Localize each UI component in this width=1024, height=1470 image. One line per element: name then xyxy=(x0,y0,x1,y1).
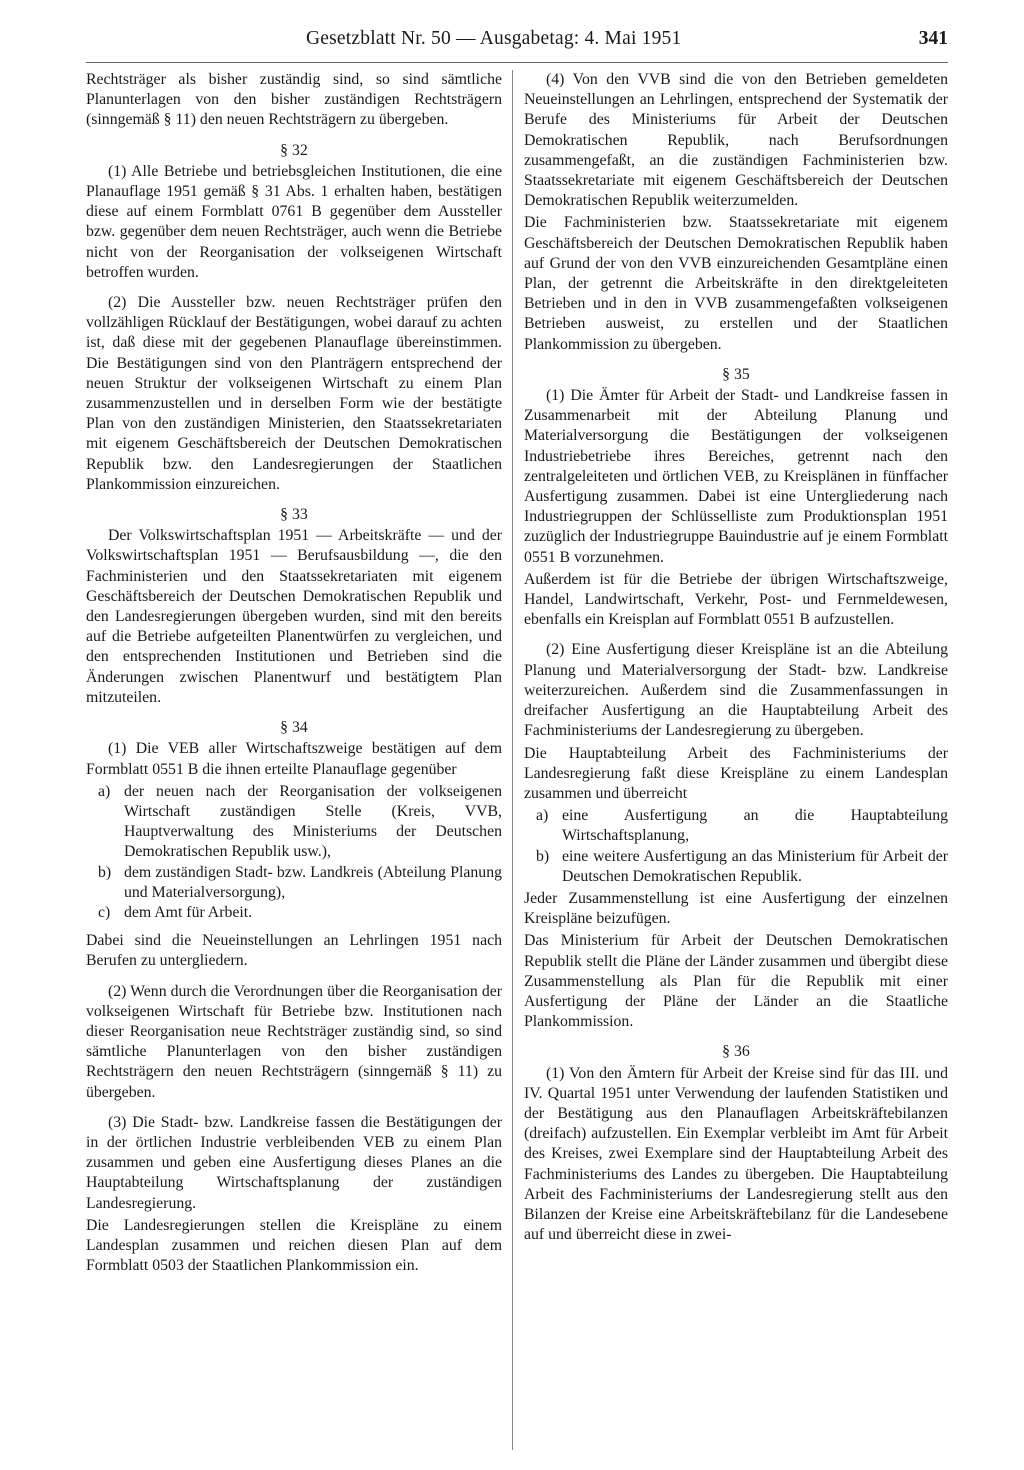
paragraph-33-1: Der Volkswirtschaftsplan 1951 — Arbeitskräfte — und der Volkswirtschaftsplan 1951 — Berufsausbildung —, die den Fachministerien und den Staatssekretariaten mit eigenem Geschäftsbereich der Deutschen Demokratischen Republik und den Landesregierungen übergeben wurden, sind mit den bereits auf die Betriebe aufgeteilten Planentwürfen zu vergleichen, und den entsprechenden Institutionen und Betrieben sind die Änderungen zwischen Planentwurf und bestätigtem Plan mitzuteilen. xyxy=(86,527,502,706)
paragraph-34-4: (4) Von den VVB sind die von den Betrieben gemeldeten Neueinstellungen an Lehrlingen, entsprechend der Systematik der Berufe des Ministeriums für Arbeit der Deutschen Demokratischen Republik, nach Berufsordnungen zusammengefaßt, an die zuständigen Fachministerien bzw. Staatssekretariate mit eigenem Geschäftsbereich der Deutschen Demokratischen Republik weiterzumelden. xyxy=(524,71,948,210)
paragraph-35-2b: Die Hauptabteilung Arbeit des Fachministeriums der Landesregierung faßt diese Kreispläne zu einem Landesplan zusammen und überreicht xyxy=(524,744,948,802)
paragraph-34-1: (1) Die VEB aller Wirtschaftszweige bestätigen auf dem Formblatt 0551 B die ihnen erteilte Planauflage gegenüber xyxy=(86,740,502,778)
list-item-label: c) xyxy=(98,903,111,921)
list-item xyxy=(86,903,502,923)
page-header xyxy=(86,28,948,60)
list-34 xyxy=(86,782,502,923)
section-heading-32: § 32 xyxy=(280,141,308,159)
paragraph-35-1b: Außerdem ist für die Betriebe der übrigen Wirtschaftszweige, Handel, Landwirtschaft, Verkehr, Post- und Fernmeldewesen, ebenfalls ein Kreisplan auf Formblatt 0551 B aufzustellen. xyxy=(524,570,948,629)
list-item-text: der neuen nach der Reorganisation der volkseigenen Wirtschaft zuständigen Stelle (Kreis, VVB, Hauptverwaltung des Ministeriums der Deutschen Demokratischen Republik usw.), xyxy=(124,782,502,861)
list-item xyxy=(524,847,948,887)
list-item-label: b) xyxy=(98,863,112,881)
paragraph-35-1: (1) Die Ämter für Arbeit der Stadt- und Landkreise fassen in Zusammenarbeit mit der Abteilung Planung und Materialversorgung die Bestätigungen der volkseigenen Industriebetriebe ihres Bereiches, getrennt nach den zentralgeleiteten und örtlichen VEB, zu Kreisplänen in fünffacher Ausfertigung zusammen. Dabei ist eine Untergliederung nach Industriegruppen der Schlüsselliste zum Produktionsplan 1951 zuzüglich der Industriegruppe Bauindustrie auf je einem Formblatt 0551 B vorzunehmen. xyxy=(524,387,948,566)
section-heading-33: § 33 xyxy=(280,506,308,524)
header-rule xyxy=(86,62,948,63)
list-item xyxy=(524,806,948,846)
list-item-text: dem Amt für Arbeit. xyxy=(124,903,253,921)
list-item xyxy=(86,863,502,903)
section-heading-34: § 34 xyxy=(280,719,308,737)
paragraph-32-2: (2) Die Aussteller bzw. neuen Rechtsträger prüfen den vollzähligen Rücklauf der Bestätigungen, wobei darauf zu achten ist, daß diese mit der gegebenen Planauflage übereinstimmen. Die Bestätigungen sind von den Planträgern entsprechend der neuen Struktur der volkseigenen Wirtschaft zu einem Plan zusammenzustellen und in derselben Form wie der bestätigte Plan von den zuständigen Ministerien, den Staatssekretariaten mit eigenem Geschäftsbereich der Deutschen Demokratischen Republik bzw. den Landesregierungen der Staatlichen Plankommission einzureichen. xyxy=(86,294,502,493)
paragraph-34-1b: Dabei sind die Neueinstellungen an Lehrlingen 1951 nach Berufen zu untergliedern. xyxy=(86,932,502,970)
paragraph-continuation: Rechtsträger als bisher zuständig sind, so sind sämtliche Planunterlagen von den bisher zuständigen Rechtsträgern (sinngemäß § 11) den neuen Rechtsträgern zu übergeben. xyxy=(86,71,502,129)
paragraph-35-2d: Das Ministerium für Arbeit der Deutschen Demokratischen Republik stellt die Pläne der Länder zusammen und übergibt diese Zusammenstellung als Plan für die Republik mit einer Ausfertigung der Pläne der Länder an die Staatliche Plankommission. xyxy=(524,932,948,1031)
paragraph-34-4b: Die Fachministerien bzw. Staatssekretariate mit eigenem Geschäftsbereich der Deutschen Demokratischen Republik haben auf Grund der von den VVB einzureichenden Gesamtpläne einen Plan, der getrennt die Arbeitskräfte in den direktgeleiteten Betrieben und in den in VVB zusammengefaßten volkseigenen Betrieben ausweist, zu erstellen und der Staatlichen Plankommission zu übergeben. xyxy=(524,214,948,353)
list-35 xyxy=(524,806,948,887)
paragraph-34-3: (3) Die Stadt- bzw. Landkreise fassen die Bestätigungen der in der örtlichen Industrie verbleibenden VEB zu einem Plan zusammen und geben eine Ausfertigung dieses Planes an die Hauptabteilung Wirtschaftsplanung der zuständigen Landesregierung. xyxy=(86,1113,502,1212)
column-divider xyxy=(512,70,513,1450)
right-column xyxy=(524,70,948,1455)
paragraph-32-1: (1) Alle Betriebe und betriebsgleichen Institutionen, die eine Planauflage 1951 gemäß § 31 Abs. 1 erhalten haben, bestätigen diese auf einem Formblatt 0761 B gegenüber dem Aussteller bzw. gegenüber dem neuen Rechtsträger, auch wenn die Betriebe nicht von der Reorganisation der volkseigenen Wirtschaft betroffen wurden. xyxy=(86,162,502,281)
paragraph-34-3b: Die Landesregierungen stellen die Kreispläne zu einem Landesplan zusammen und reichen diesen Plan auf dem Formblatt 0503 der Staatlichen Plankommission ein. xyxy=(86,1216,502,1275)
list-item-label: a) xyxy=(536,807,549,825)
section-heading-35: § 35 xyxy=(722,365,750,383)
list-item xyxy=(86,782,502,863)
paragraph-35-2: (2) Eine Ausfertigung dieser Kreispläne ist an die Abteilung Planung und Materialversorgung der Stadt- bzw. Landkreise weiterzureichen. Außerdem sind die Zusammenfassungen in dreifacher Ausfertigung an die Hauptabteilung Arbeit des Fachministeriums der Landesregierung zu übergeben. xyxy=(524,641,948,740)
paragraph-34-2: (2) Wenn durch die Verordnungen über die Reorganisation der volkseigenen Wirtschaft für Betriebe bzw. Institutionen nach dieser Reorganisation neue Rechtsträger zuständig sind, so sind sämtliche Planunterlagen von den bisher zuständigen Rechtsträgern den neuen Rechtsträgern (sinngemäß § 11) zu übergeben. xyxy=(86,982,502,1101)
paragraph-36-1: (1) Von den Ämtern für Arbeit der Kreise sind für das III. und IV. Quartal 1951 unter Verwendung der laufenden Statistiken und der Bestätigung aus den Planauflagen Arbeitskräftebilanzen (dreifach) aufzustellen. Ein Exemplar verbleibt im Amt für Arbeit des Kreises, zwei Exemplare sind der Hauptabteilung Arbeit des Fachministeriums des Landes zu übergeben. Die Hauptabteilung Arbeit des Fachministeriums der Landesregierung stellt aus den Bilanzen der Kreise eine Arbeitskräftebilanz für die Landesebene auf und überreicht diese in zwei- xyxy=(524,1064,948,1244)
paragraph-35-2c: Jeder Zusammenstellung ist eine Ausfertigung der einzelnen Kreispläne beizufügen. xyxy=(524,889,948,928)
list-item-text: dem zuständigen Stadt- bzw. Landkreis (Abteilung Planung und Materialversorgung), xyxy=(124,863,502,901)
list-item-label: a) xyxy=(98,782,111,800)
header-title: Gesetzblatt Nr. 50 — Ausgabetag: 4. Mai 1951 xyxy=(306,28,682,49)
left-column xyxy=(86,70,502,1455)
section-heading-36: § 36 xyxy=(722,1043,750,1061)
page-number: 341 xyxy=(918,28,948,49)
list-item-text: eine Ausfertigung an die Hauptabteilung Wirtschaftsplanung, xyxy=(562,807,948,845)
list-item-label: b) xyxy=(536,847,550,865)
list-item-text: eine weitere Ausfertigung an das Ministerium für Arbeit der Deutschen Demokratischen Republik. xyxy=(562,847,948,885)
